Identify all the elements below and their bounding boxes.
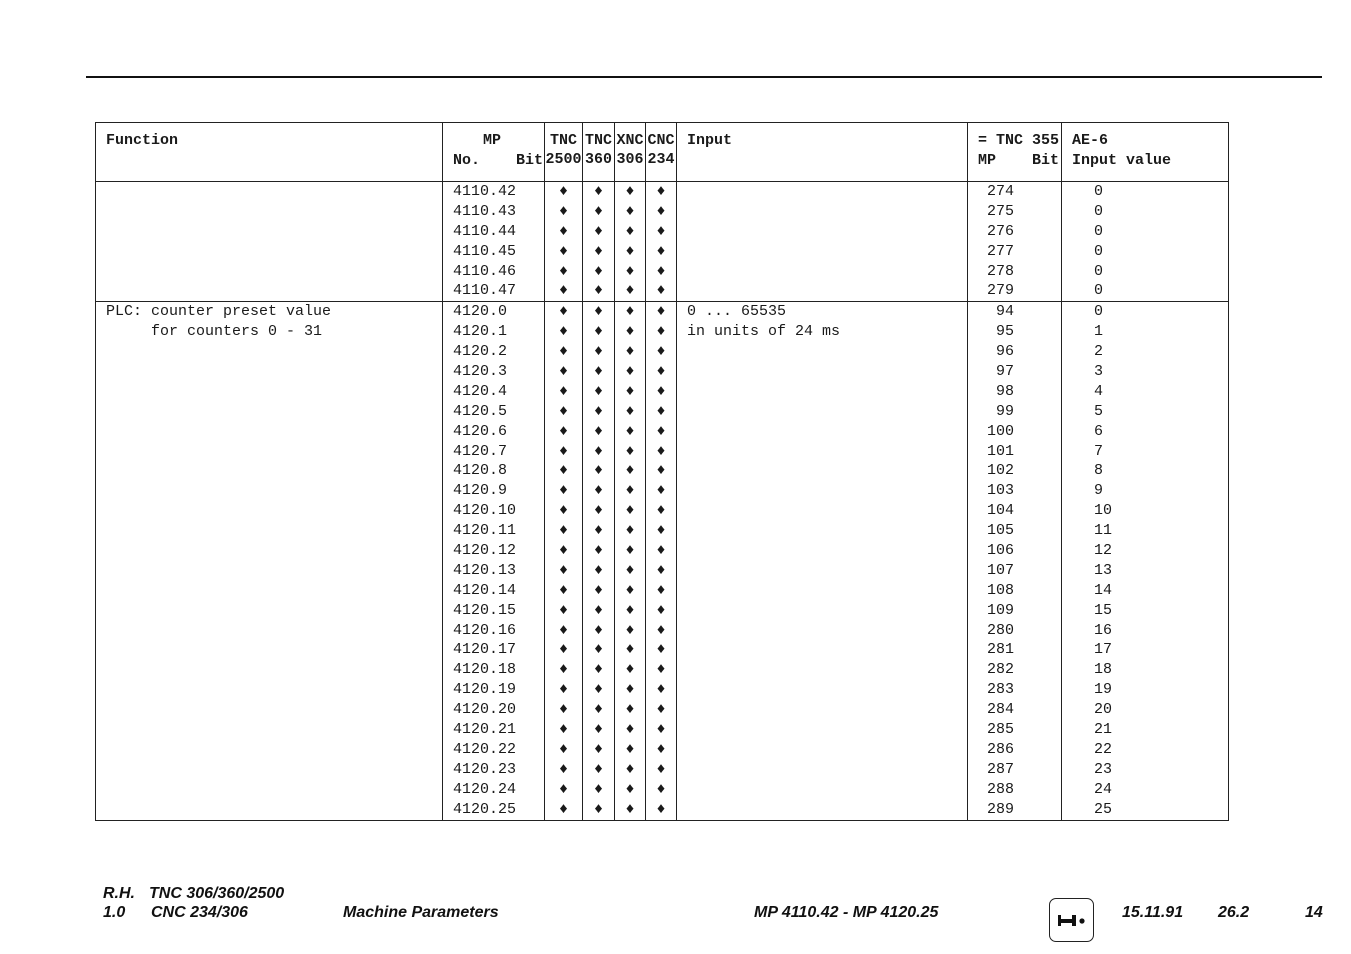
tnc355-mp-number: 106 [987, 542, 1015, 560]
support-diamond-icon: ♦ [593, 701, 603, 719]
support-diamond-icon: ♦ [558, 601, 568, 619]
support-diamond-icon: ♦ [558, 522, 568, 540]
support-diamond-icon: ♦ [625, 262, 635, 280]
tnc355-mp-number: 283 [987, 681, 1015, 699]
support-diamond-icon: ♦ [656, 363, 666, 381]
support-diamond-icon: ♦ [593, 780, 603, 798]
support-xnc306-cell [615, 302, 646, 820]
tnc355-mp-number: 105 [987, 522, 1015, 540]
support-diamond-icon: ♦ [558, 363, 568, 381]
mp-number: 4120.25 [453, 800, 517, 818]
support-diamond-icon: ♦ [593, 422, 603, 440]
support-diamond-icon: ♦ [656, 641, 666, 659]
tnc355-mp-number: 101 [987, 442, 1015, 460]
tnc355-mp-number: 100 [987, 422, 1015, 440]
ae6-input-value: 0 [1094, 222, 1104, 240]
support-diamond-icon: ♦ [625, 542, 635, 560]
mp-number: 4120.1 [453, 323, 508, 341]
ae6-input-value: 25 [1094, 800, 1113, 818]
mp-number: 4120.12 [453, 542, 517, 560]
support-diamond-icon: ♦ [625, 323, 635, 341]
support-diamond-icon: ♦ [656, 462, 666, 480]
tnc355-mp-number: 94 [987, 303, 1015, 321]
support-diamond-icon: ♦ [593, 760, 603, 778]
input-text: 0 ... 65535 [687, 303, 787, 321]
support-diamond-icon: ♦ [656, 183, 666, 200]
function-text: for counters 0 - 31 [106, 323, 323, 341]
support-diamond-icon: ♦ [558, 222, 568, 240]
support-diamond-icon: ♦ [593, 740, 603, 758]
heidenhain-logo-icon [1049, 898, 1094, 942]
ae6-input-value: 10 [1094, 502, 1113, 520]
support-diamond-icon: ♦ [593, 402, 603, 420]
support-diamond-icon: ♦ [558, 422, 568, 440]
mp-number: 4120.22 [453, 740, 517, 758]
support-diamond-icon: ♦ [656, 282, 666, 300]
support-diamond-icon: ♦ [625, 202, 635, 220]
support-diamond-icon: ♦ [593, 561, 603, 579]
support-diamond-icon: ♦ [558, 202, 568, 220]
support-diamond-icon: ♦ [558, 760, 568, 778]
ae6-input-value: 19 [1094, 681, 1113, 699]
support-diamond-icon: ♦ [656, 323, 666, 341]
mp-number: 4120.19 [453, 681, 517, 699]
support-diamond-icon: ♦ [625, 760, 635, 778]
mp-number: 4120.18 [453, 661, 517, 679]
support-diamond-icon: ♦ [558, 343, 568, 361]
mp-number: 4120.3 [453, 363, 508, 381]
footer-chapter: 26.2 [1218, 904, 1250, 921]
ae6-input-value: 21 [1094, 721, 1113, 739]
tnc355-mp-number: 276 [987, 222, 1015, 240]
footer-range: MP 4110.42 - MP 4120.25 [754, 904, 939, 921]
mp-number: 4120.10 [453, 502, 517, 520]
mp-number: 4120.9 [453, 482, 508, 500]
header-mp: MP No. Bit [443, 123, 545, 182]
ae6-input-value: 0 [1094, 242, 1104, 260]
ae6-input-value: 17 [1094, 641, 1113, 659]
tnc355-mp-number: 109 [987, 601, 1015, 619]
ae6-input-value: 0 [1094, 202, 1104, 220]
support-diamond-icon: ♦ [558, 282, 568, 300]
footer-version: 1.0 [103, 904, 126, 921]
tnc355-mp-number: 280 [987, 621, 1015, 639]
header-cnc234: CNC 234 [646, 123, 677, 182]
support-diamond-icon: ♦ [558, 262, 568, 280]
support-diamond-icon: ♦ [625, 282, 635, 300]
mp-number: 4120.2 [453, 343, 508, 361]
tnc355-mp-number: 103 [987, 482, 1015, 500]
ae6-input-value: 0 [1094, 183, 1104, 200]
support-diamond-icon: ♦ [558, 780, 568, 798]
tnc355-mp-number: 284 [987, 701, 1015, 719]
support-diamond-icon: ♦ [656, 760, 666, 778]
support-diamond-icon: ♦ [593, 183, 603, 200]
footer-models-line2: CNC 234/306 [151, 904, 248, 921]
mp-number: 4120.5 [453, 402, 508, 420]
ae6-input-value: 20 [1094, 701, 1113, 719]
support-diamond-icon: ♦ [656, 422, 666, 440]
ae6-input-value: 13 [1094, 561, 1113, 579]
tnc355-mp-number: 104 [987, 502, 1015, 520]
mp-number: 4120.14 [453, 581, 517, 599]
ae6-input-value: 15 [1094, 601, 1113, 619]
support-diamond-icon: ♦ [625, 780, 635, 798]
ae6-input-value: 18 [1094, 661, 1113, 679]
mp-number: 4110.45 [453, 242, 517, 260]
support-diamond-icon: ♦ [558, 581, 568, 599]
support-diamond-icon: ♦ [558, 442, 568, 460]
mp-number: 4120.11 [453, 522, 517, 540]
tnc355-mp-number: 287 [987, 760, 1015, 778]
support-diamond-icon: ♦ [656, 561, 666, 579]
tnc355-mp-number: 98 [987, 382, 1015, 400]
support-diamond-icon: ♦ [625, 502, 635, 520]
support-diamond-icon: ♦ [558, 382, 568, 400]
support-diamond-icon: ♦ [625, 222, 635, 240]
support-diamond-icon: ♦ [558, 621, 568, 639]
mp-number: 4110.46 [453, 262, 517, 280]
mp-number: 4120.20 [453, 701, 517, 719]
support-diamond-icon: ♦ [625, 740, 635, 758]
mp-number: 4120.0 [453, 303, 508, 321]
footer-section: Machine Parameters [343, 904, 499, 921]
support-diamond-icon: ♦ [656, 601, 666, 619]
support-diamond-icon: ♦ [656, 581, 666, 599]
support-diamond-icon: ♦ [656, 701, 666, 719]
mp-number: 4110.43 [453, 202, 517, 220]
ae6-input-value: 8 [1094, 462, 1104, 480]
support-diamond-icon: ♦ [558, 482, 568, 500]
support-diamond-icon: ♦ [625, 382, 635, 400]
mp-number: 4120.15 [453, 601, 517, 619]
function-cell [96, 302, 443, 820]
tnc355-mp-number: 95 [987, 323, 1015, 341]
support-diamond-icon: ♦ [558, 721, 568, 739]
support-diamond-icon: ♦ [656, 382, 666, 400]
support-diamond-icon: ♦ [656, 780, 666, 798]
support-diamond-icon: ♦ [593, 581, 603, 599]
support-diamond-icon: ♦ [558, 542, 568, 560]
support-diamond-icon: ♦ [625, 242, 635, 260]
support-diamond-icon: ♦ [656, 522, 666, 540]
mp-number: 4120.13 [453, 561, 517, 579]
ae6-input-value: 2 [1094, 343, 1104, 361]
ae6-input-value: 3 [1094, 363, 1104, 381]
support-diamond-icon: ♦ [593, 303, 603, 321]
machine-parameter-table [95, 122, 1229, 821]
support-diamond-icon: ♦ [593, 721, 603, 739]
support-diamond-icon: ♦ [656, 482, 666, 500]
ae6-cell [1062, 182, 1229, 302]
tnc355-mp-number: 97 [987, 363, 1015, 381]
support-diamond-icon: ♦ [656, 242, 666, 260]
ae6-cell [1062, 302, 1229, 820]
mp-number: 4120.17 [453, 641, 517, 659]
support-diamond-icon: ♦ [593, 262, 603, 280]
ae6-input-value: 4 [1094, 382, 1104, 400]
support-diamond-icon: ♦ [656, 442, 666, 460]
support-diamond-icon: ♦ [593, 621, 603, 639]
support-diamond-icon: ♦ [558, 183, 568, 200]
support-diamond-icon: ♦ [558, 242, 568, 260]
support-tnc2500-cell [545, 182, 583, 302]
support-diamond-icon: ♦ [593, 323, 603, 341]
support-diamond-icon: ♦ [558, 701, 568, 719]
support-diamond-icon: ♦ [656, 661, 666, 679]
mp-number: 4110.44 [453, 222, 517, 240]
support-diamond-icon: ♦ [558, 402, 568, 420]
support-diamond-icon: ♦ [593, 800, 603, 818]
support-diamond-icon: ♦ [625, 422, 635, 440]
support-diamond-icon: ♦ [593, 542, 603, 560]
support-diamond-icon: ♦ [593, 282, 603, 300]
mp-number: 4120.24 [453, 780, 517, 798]
support-diamond-icon: ♦ [656, 222, 666, 240]
support-diamond-icon: ♦ [593, 363, 603, 381]
support-diamond-icon: ♦ [625, 581, 635, 599]
support-tnc360-cell [583, 182, 615, 302]
footer-page: 14 [1305, 904, 1323, 921]
support-diamond-icon: ♦ [625, 303, 635, 321]
support-diamond-icon: ♦ [656, 621, 666, 639]
header-function: Function [96, 123, 443, 182]
support-diamond-icon: ♦ [558, 462, 568, 480]
ae6-input-value: 0 [1094, 262, 1104, 280]
mp-number: 4110.42 [453, 183, 517, 200]
support-diamond-icon: ♦ [656, 262, 666, 280]
support-diamond-icon: ♦ [625, 522, 635, 540]
support-diamond-icon: ♦ [625, 681, 635, 699]
support-diamond-icon: ♦ [558, 661, 568, 679]
mp-number: 4120.8 [453, 462, 508, 480]
tnc355-mp-number: 286 [987, 740, 1015, 758]
support-diamond-icon: ♦ [625, 800, 635, 818]
support-diamond-icon: ♦ [656, 800, 666, 818]
support-xnc306-cell [615, 182, 646, 302]
tnc355-mp-number: 289 [987, 800, 1015, 818]
support-diamond-icon: ♦ [593, 522, 603, 540]
ae6-input-value: 12 [1094, 542, 1113, 560]
support-diamond-icon: ♦ [593, 442, 603, 460]
ae6-input-value: 5 [1094, 402, 1104, 420]
mp-number-cell [443, 182, 545, 302]
ae6-input-value: 14 [1094, 581, 1113, 599]
support-diamond-icon: ♦ [656, 721, 666, 739]
support-diamond-icon: ♦ [558, 323, 568, 341]
footer-author: R.H. [103, 885, 135, 902]
header-tnc360: TNC 360 [583, 123, 615, 182]
function-text: PLC: counter preset value [106, 303, 332, 321]
support-diamond-icon: ♦ [593, 661, 603, 679]
support-diamond-icon: ♦ [593, 343, 603, 361]
support-diamond-icon: ♦ [625, 701, 635, 719]
ae6-input-value: 7 [1094, 442, 1104, 460]
tnc355-mp-number: 99 [987, 402, 1015, 420]
support-diamond-icon: ♦ [593, 222, 603, 240]
header-tnc2500: TNC 2500 [545, 123, 583, 182]
support-diamond-icon: ♦ [656, 681, 666, 699]
support-diamond-icon: ♦ [593, 482, 603, 500]
support-diamond-icon: ♦ [625, 462, 635, 480]
footer-date: 15.11.91 [1122, 904, 1184, 921]
tnc355-cell [968, 302, 1062, 820]
mp-number-cell [443, 302, 545, 820]
support-diamond-icon: ♦ [625, 402, 635, 420]
support-diamond-icon: ♦ [656, 542, 666, 560]
ae6-input-value: 24 [1094, 780, 1113, 798]
header-row [96, 123, 1229, 182]
ae6-input-value: 0 [1094, 282, 1104, 300]
tnc355-mp-number: 275 [987, 202, 1015, 220]
input-text: in units of 24 ms [687, 323, 841, 341]
support-cnc234-cell [646, 302, 677, 820]
ae6-input-value: 22 [1094, 740, 1113, 758]
tnc355-mp-number: 277 [987, 242, 1015, 260]
support-diamond-icon: ♦ [593, 681, 603, 699]
input-cell [677, 302, 968, 820]
footer-models-line1: TNC 306/360/2500 [149, 885, 285, 902]
ae6-input-value: 11 [1094, 522, 1113, 540]
tnc355-mp-number: 288 [987, 780, 1015, 798]
support-diamond-icon: ♦ [593, 462, 603, 480]
support-diamond-icon: ♦ [593, 601, 603, 619]
input-cell [677, 182, 968, 302]
tnc355-mp-number: 285 [987, 721, 1015, 739]
ae6-input-value: 16 [1094, 621, 1113, 639]
mp-number: 4120.21 [453, 721, 517, 739]
support-diamond-icon: ♦ [558, 740, 568, 758]
support-diamond-icon: ♦ [625, 721, 635, 739]
ae6-input-value: 23 [1094, 760, 1113, 778]
tnc355-mp-number: 96 [987, 343, 1015, 361]
ae6-input-value: 9 [1094, 482, 1104, 500]
tnc355-cell [968, 182, 1062, 302]
support-diamond-icon: ♦ [558, 800, 568, 818]
tnc355-mp-number: 278 [987, 262, 1015, 280]
function-cell [96, 182, 443, 302]
support-diamond-icon: ♦ [558, 561, 568, 579]
ae6-input-value: 6 [1094, 422, 1104, 440]
mp-number: 4120.7 [453, 442, 508, 460]
header-xnc306: XNC 306 [615, 123, 646, 182]
support-diamond-icon: ♦ [656, 303, 666, 321]
support-diamond-icon: ♦ [625, 363, 635, 381]
support-diamond-icon: ♦ [625, 183, 635, 200]
support-diamond-icon: ♦ [625, 661, 635, 679]
ae6-input-value: 1 [1094, 323, 1104, 341]
support-diamond-icon: ♦ [558, 681, 568, 699]
support-diamond-icon: ♦ [625, 601, 635, 619]
support-diamond-icon: ♦ [558, 303, 568, 321]
tnc355-mp-number: 282 [987, 661, 1015, 679]
tnc355-mp-number: 108 [987, 581, 1015, 599]
ae6-input-value: 0 [1094, 303, 1104, 321]
mp-number: 4120.16 [453, 621, 517, 639]
support-diamond-icon: ♦ [593, 502, 603, 520]
support-diamond-icon: ♦ [625, 641, 635, 659]
support-tnc360-cell [583, 302, 615, 820]
mp-number: 4120.6 [453, 422, 508, 440]
support-diamond-icon: ♦ [625, 561, 635, 579]
support-diamond-icon: ♦ [656, 740, 666, 758]
mp-number: 4110.47 [453, 282, 517, 300]
tnc355-mp-number: 281 [987, 641, 1015, 659]
support-diamond-icon: ♦ [558, 641, 568, 659]
support-diamond-icon: ♦ [656, 502, 666, 520]
parameter-group-row [96, 182, 1229, 302]
support-tnc2500-cell [545, 302, 583, 820]
top-rule [86, 76, 1322, 78]
mp-number: 4120.4 [453, 382, 508, 400]
support-cnc234-cell [646, 182, 677, 302]
tnc355-mp-number: 274 [987, 183, 1015, 200]
parameter-group-row [96, 302, 1229, 820]
support-diamond-icon: ♦ [625, 442, 635, 460]
header-input: Input [677, 123, 968, 182]
support-diamond-icon: ♦ [558, 502, 568, 520]
tnc355-mp-number: 279 [987, 282, 1015, 300]
header-ae6: AE-6 Input value [1062, 123, 1229, 182]
support-diamond-icon: ♦ [593, 242, 603, 260]
support-diamond-icon: ♦ [656, 343, 666, 361]
support-diamond-icon: ♦ [625, 621, 635, 639]
tnc355-mp-number: 107 [987, 561, 1015, 579]
tnc355-mp-number: 102 [987, 462, 1015, 480]
support-diamond-icon: ♦ [656, 402, 666, 420]
support-diamond-icon: ♦ [625, 482, 635, 500]
support-diamond-icon: ♦ [593, 202, 603, 220]
support-diamond-icon: ♦ [625, 343, 635, 361]
support-diamond-icon: ♦ [593, 641, 603, 659]
support-diamond-icon: ♦ [593, 382, 603, 400]
support-diamond-icon: ♦ [656, 202, 666, 220]
header-tnc355: = TNC 355 MP Bit [968, 123, 1062, 182]
mp-number: 4120.23 [453, 760, 517, 778]
